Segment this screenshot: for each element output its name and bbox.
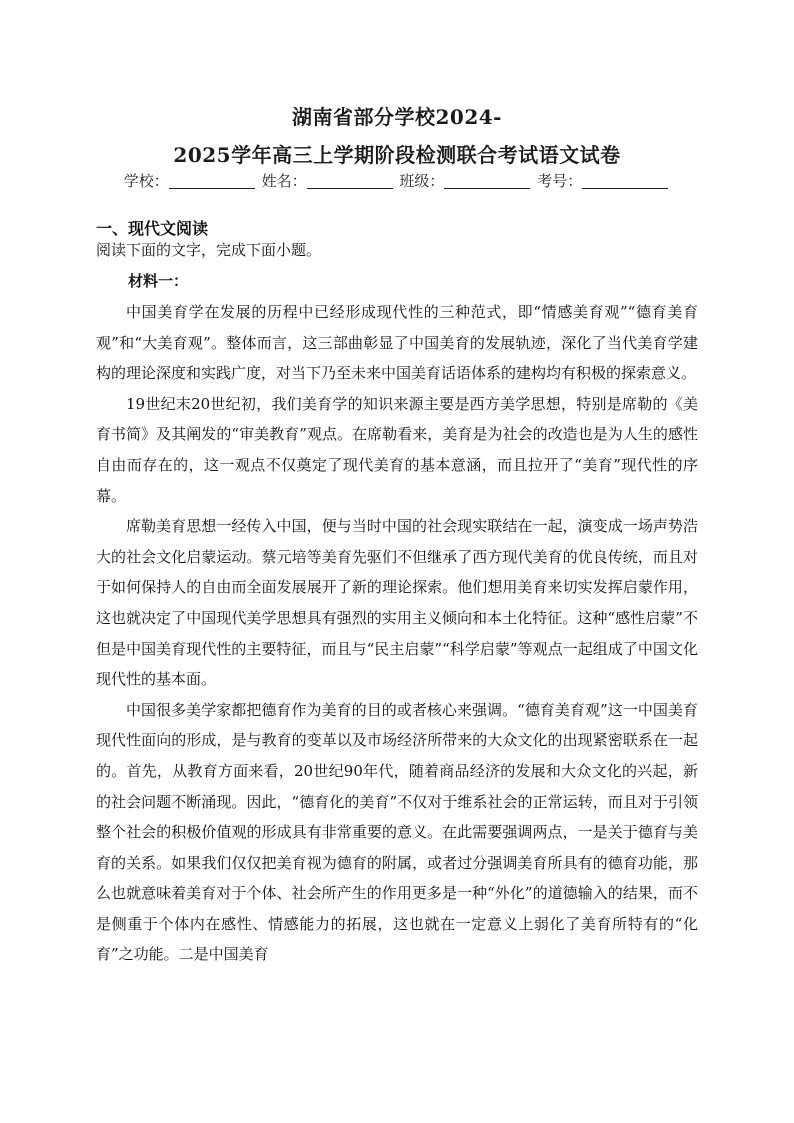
student-info-fields	[0, 170, 794, 191]
name-blank[interactable]	[307, 174, 393, 189]
name-label: 姓名：	[261, 172, 307, 190]
reading-passage	[96, 297, 698, 970]
passage-paragraph: 19世纪末20世纪初，我们美育学的知识来源主要是西方美学思想，特别是席勒的《美育书简》及其阐发的“审美教育”观点。在席勒看来，美育是为社会的改造也是为人生的感性自由而存在的，这一观点不仅奠定了现代美育的基本意涵，而且拉开了“美育”现代性的序幕。	[96, 394, 698, 505]
passage-paragraph: 中国美育学在发展的历程中已经形成现代性的三种范式，即“情感美育观”“德育美育观”和“大美育观”。整体而言，这三部曲彰显了中国美育的发展轨迹，深化了当代美育学建构的理论深度和实践广度，对当下乃至未来中国美育话语体系的建构均有积极的探索意义。	[96, 303, 698, 383]
exam-title-line2: 2025学年高三上学期阶段检测联合考试语文试卷	[173, 143, 621, 167]
passage-paragraph: 中国很多美学家都把德育作为美育的目的或者核心来强调。“德育美育观”这一中国美育现代性面向的形成，是与教育的变革以及市场经济所带来的大众文化的出现紧密联系在一起的。首先，从教育方面来看，20世纪90年代，随着商品经济的发展和大众文化的兴起，新的社会问题不断涌现。因此，“德育化的美育”不仅对于维系社会的正常运转，而且对于引领整个社会的积极价值观的形成具有非常重要的意义。在此需要强调两点，一是关于德育与美育的关系。如果我们仅仅把美育视为德育的附属，或者过分强调美育所具有的德育功能，那么也就意味着美育对于个体、社会所产生的作用更多是一种“外化”的道德输入的结果，而不是侧重于个体内在感性、情感能力的拓展，这也就在一定意义上弱化了美育所特有的“化育”之功能。二是中国美育	[96, 700, 698, 964]
exam-title-line1: 湖南省部分学校2024-	[292, 105, 502, 129]
passage-paragraph: 席勒美育思想一经传入中国，便与当时中国的社会现实联结在一起，演变成一场声势浩大的社会文化启蒙运动。蔡元培等美育先驱们不但继承了西方现代美育的优良传统，而且对于如何保持人的自由而全面发展展开了新的理论探索。他们想用美育来切实发挥启蒙作用，这也就决定了中国现代美学思想具有强烈的实用主义倾向和本土化特征。这种“感性启蒙”不但是中国美育现代性的主要特征，而且与“民主启蒙”“科学启蒙”等观点一起组成了中国文化现代性的基本面。	[96, 517, 698, 689]
section-heading: 一、现代文阅读	[96, 219, 209, 238]
school-blank[interactable]	[169, 174, 255, 189]
number-label: 考号：	[537, 172, 583, 190]
class-blank[interactable]	[444, 174, 530, 189]
school-label: 学校：	[123, 172, 169, 190]
material-label: 材料一：	[128, 272, 189, 290]
reading-instruction: 阅读下面的文字，完成下面小题。	[96, 241, 322, 259]
number-blank[interactable]	[582, 174, 668, 189]
class-label: 班级：	[399, 172, 445, 190]
